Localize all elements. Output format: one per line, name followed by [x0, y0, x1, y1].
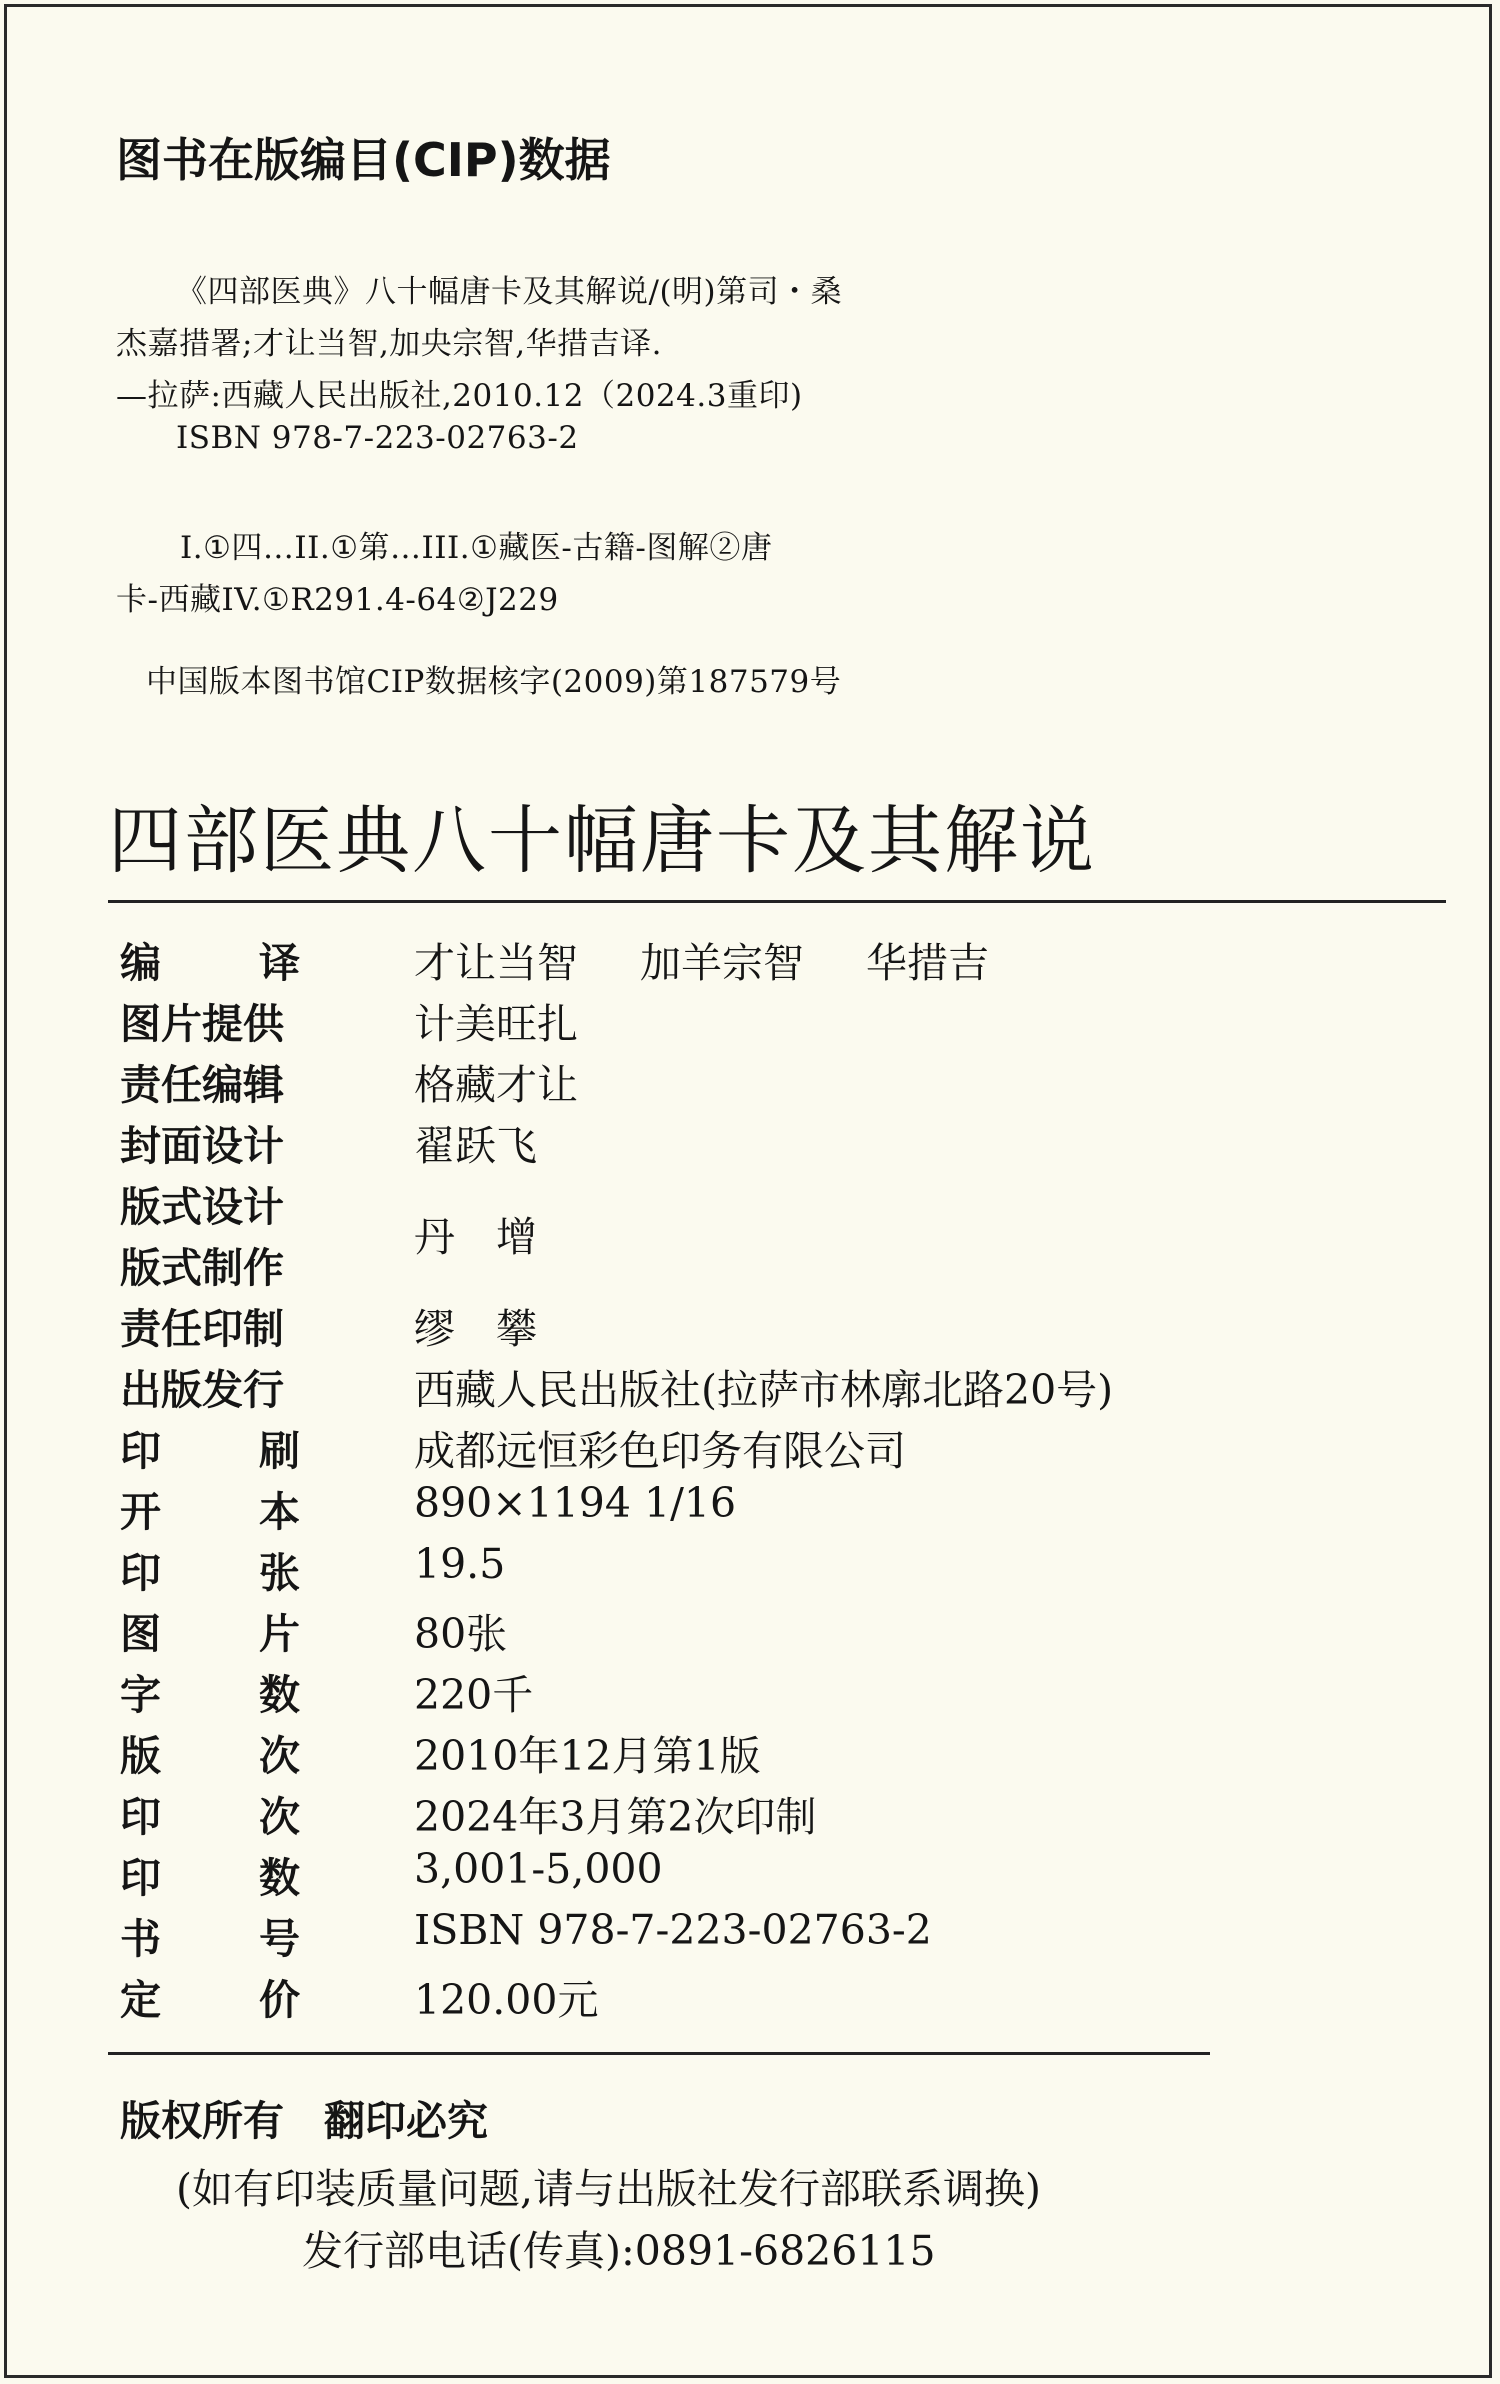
colophon-value: 西藏人民出版社(拉萨市林廓北路20号) — [414, 1366, 1114, 1414]
colophon-value: 成都远恒彩色印务有限公司 — [414, 1427, 906, 1475]
cip-line: 中国版本图书馆CIP数据核字(2009)第187579号 — [146, 664, 842, 700]
colophon-value: 80张 — [414, 1610, 508, 1658]
colophon-value: 计美旺扎 — [414, 1000, 578, 1048]
colophon-label: 版式制作 — [120, 1244, 284, 1292]
title-rule — [108, 900, 1446, 903]
colophon-value: 19.5 — [414, 1540, 506, 1588]
colophon-label: 图片提供 — [120, 1000, 284, 1048]
colophon-label: 开 本 — [120, 1488, 300, 1536]
colophon-value: 翟跃飞 — [414, 1122, 537, 1170]
cip-line: 杰嘉措署;才让当智,加央宗智,华措吉译. — [116, 326, 663, 362]
colophon-label: 印 数 — [120, 1854, 300, 1902]
cip-line: ISBN 978-7-223-02763-2 — [176, 420, 579, 456]
translator-name: 加羊宗智 — [640, 939, 804, 987]
colophon-label: 印 张 — [120, 1549, 300, 1597]
colophon-label: 印 次 — [120, 1793, 300, 1841]
colophon-value-price: 120.00元 — [414, 1976, 599, 2024]
book-title: 四部医典八十幅唐卡及其解说 — [108, 798, 1096, 884]
colophon-value: 3,001-5,000 — [414, 1845, 663, 1893]
quality-notice: (如有印装质量问题,请与出版社发行部联系调换) — [176, 2165, 1042, 2213]
colophon-value-isbn: ISBN 978-7-223-02763-2 — [414, 1906, 932, 1954]
colophon-value: 220千 — [414, 1671, 534, 1719]
colophon-label: 书 号 — [120, 1915, 300, 1963]
cip-line: I.①四…II.①第…III.①藏医-古籍-图解②唐 — [180, 530, 773, 566]
colophon-label: 编 译 — [120, 939, 300, 987]
translator-name: 华措吉 — [866, 939, 989, 987]
colophon-value: 2024年3月第2次印制 — [414, 1793, 817, 1841]
colophon-label: 封面设计 — [120, 1122, 284, 1170]
colophon-value: 890×1194 1/16 — [414, 1479, 737, 1527]
colophon-label: 出版发行 — [120, 1366, 284, 1414]
copyright-notice: 版权所有 翻印必究 — [120, 2097, 488, 2145]
colophon-label: 图 片 — [120, 1610, 300, 1658]
colophon-value: 缪 攀 — [414, 1305, 537, 1353]
cip-line: —拉萨:西藏人民出版社,2010.12（2024.3重印) — [116, 378, 803, 414]
colophon-label: 责任印制 — [120, 1305, 284, 1353]
cip-heading: 图书在版编目(CIP)数据 — [116, 133, 611, 187]
colophon-label: 版 次 — [120, 1732, 300, 1780]
colophon-value-translators — [414, 930, 989, 989]
colophon-rule — [108, 2052, 1210, 2055]
colophon-label: 印 刷 — [120, 1427, 300, 1475]
distribution-phone: 发行部电话(传真):0891-6826115 — [302, 2227, 936, 2275]
colophon-label: 字 数 — [120, 1671, 300, 1719]
colophon-value: 格藏才让 — [414, 1061, 578, 1109]
cip-line: 《四部医典》八十幅唐卡及其解说/(明)第司・桑 — [176, 274, 843, 310]
colophon-label: 责任编辑 — [120, 1061, 284, 1109]
cip-line: 卡-西藏IV.①R291.4-64②J229 — [116, 582, 559, 618]
colophon-value: 丹 增 — [414, 1213, 537, 1261]
colophon-label: 版式设计 — [120, 1183, 284, 1231]
translator-name: 才让当智 — [414, 939, 578, 987]
colophon-value: 2010年12月第1版 — [414, 1732, 761, 1780]
colophon-label: 定 价 — [120, 1976, 300, 2024]
